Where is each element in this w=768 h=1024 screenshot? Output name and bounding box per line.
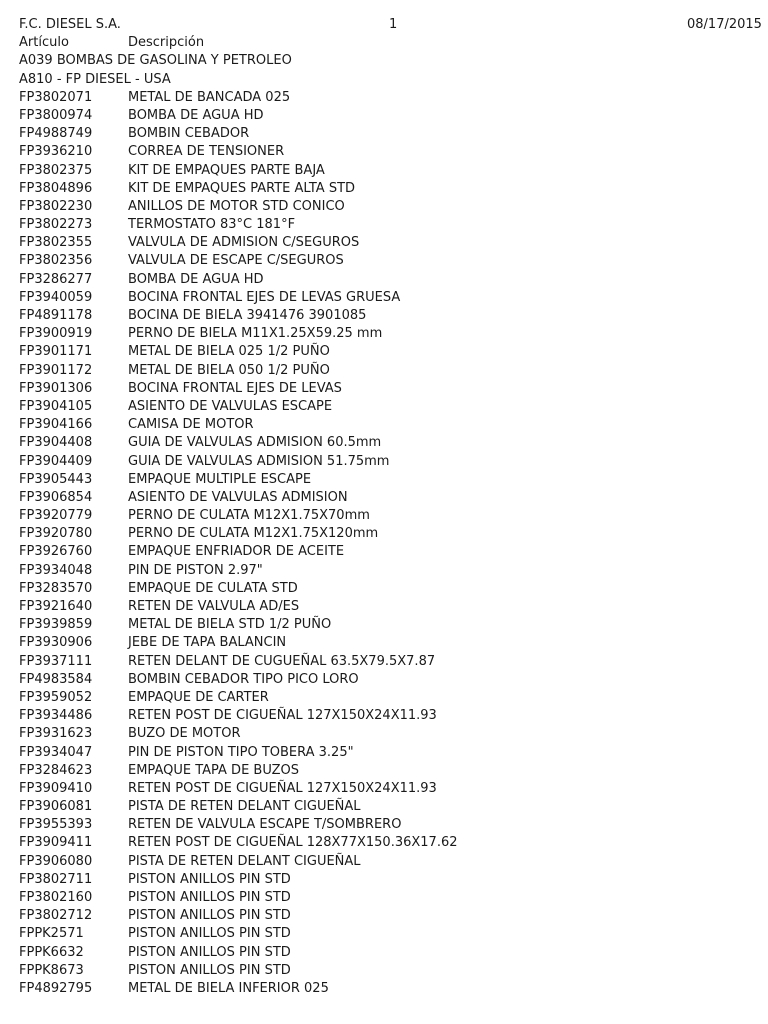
item-code: FP3286277 (19, 271, 93, 287)
item-description: ANILLOS DE MOTOR STD CONICO (128, 198, 345, 214)
list-item (19, 562, 768, 580)
list-item (19, 962, 768, 980)
item-code: FP3802071 (19, 89, 93, 105)
list-item (19, 507, 768, 525)
list-item (19, 816, 768, 834)
list-item (19, 853, 768, 871)
item-description: RETEN POST DE CIGUEÑAL 127X150X24X11.93 (128, 780, 437, 796)
list-item (19, 944, 768, 962)
item-description: VALVULA DE ESCAPE C/SEGUROS (128, 253, 344, 269)
item-code: FP3926760 (19, 544, 93, 560)
list-item (19, 198, 768, 216)
list-item (19, 671, 768, 689)
item-code: FP3802712 (19, 908, 93, 924)
item-code: FPPK6632 (19, 944, 84, 960)
item-code: FP3905443 (19, 471, 93, 487)
item-code: FP3802356 (19, 253, 93, 269)
list-item (19, 980, 768, 998)
item-description: EMPAQUE ENFRIADOR DE ACEITE (128, 544, 345, 560)
item-code: FPPK8673 (19, 962, 84, 978)
item-description: PIN DE PISTON TIPO TOBERA 3.25" (128, 744, 354, 760)
item-description: TERMOSTATO 83°C 181°F (128, 217, 296, 233)
item-description: METAL DE BANCADA 025 (128, 89, 291, 105)
item-code: FP3901306 (19, 380, 93, 396)
list-item (19, 744, 768, 762)
item-code: FP4891178 (19, 308, 93, 323)
item-description: ASIENTO DE VALVULAS ADMISION (128, 489, 348, 505)
list-item (19, 762, 768, 780)
list-item (19, 398, 768, 416)
item-description: PISTON ANILLOS PIN STD (128, 944, 291, 960)
item-code: FP3920779 (19, 508, 93, 524)
list-item (19, 271, 768, 289)
item-code: FP3920780 (19, 526, 93, 542)
item-code: FP4988749 (19, 126, 93, 142)
list-item (19, 689, 768, 707)
item-code: FP3930906 (19, 635, 93, 651)
item-description: PERNO DE BIELA M11X1.25X59.25 mm (128, 326, 383, 342)
list-item (19, 471, 768, 489)
list-item (19, 543, 768, 561)
list-item (19, 653, 768, 671)
item-code: FP3936210 (19, 144, 93, 160)
item-code: FP3804896 (19, 180, 93, 196)
item-code: FP4983584 (19, 671, 93, 687)
item-description: BOMBIN CEBADOR TIPO PICO LORO (128, 671, 359, 687)
list-item (19, 598, 768, 616)
item-code: FP3283570 (19, 580, 93, 596)
page-number: 1 (389, 17, 398, 32)
list-item (19, 180, 768, 198)
item-code: FP3906080 (19, 853, 93, 869)
item-description: VALVULA DE ADMISION C/SEGUROS (128, 235, 360, 251)
item-description: METAL DE BIELA STD 1/2 PUÑO (128, 617, 332, 633)
item-code: FP3937111 (19, 653, 93, 669)
item-code: FP3802160 (19, 890, 93, 905)
list-item (19, 780, 768, 798)
item-code: FP3934048 (19, 562, 93, 578)
item-description: PISTON ANILLOS PIN STD (128, 890, 291, 905)
list-item (19, 453, 768, 471)
list-item (19, 89, 768, 107)
item-code: FP3904166 (19, 417, 93, 433)
item-description: RETEN POST DE CIGUEÑAL 128X77X150.36X17.62 (128, 835, 458, 851)
item-code: FP3939859 (19, 617, 93, 633)
item-code: FP3906854 (19, 489, 93, 505)
item-description: PISTON ANILLOS PIN STD (128, 908, 291, 924)
item-code: FP3904105 (19, 398, 93, 414)
item-code: FP3931623 (19, 726, 93, 742)
item-code: FP3802375 (19, 162, 93, 178)
item-description: METAL DE BIELA INFERIOR 025 (128, 980, 329, 996)
item-description: RETEN DELANT DE CUGUEÑAL 63.5X79.5X7.87 (128, 653, 436, 669)
item-description: CORREA DE TENSIONER (128, 144, 285, 160)
item-description: GUIA DE VALVULAS ADMISION 60.5mm (128, 435, 382, 451)
item-description: KIT DE EMPAQUES PARTE BAJA (128, 162, 325, 178)
item-code: FP3909411 (19, 835, 93, 851)
list-item (19, 107, 768, 125)
item-code: FP3802355 (19, 235, 93, 251)
item-description: EMPAQUE MULTIPLE ESCAPE (128, 471, 312, 487)
item-code: FP3802711 (19, 871, 93, 887)
item-description: BOMBIN CEBADOR (128, 126, 250, 142)
list-item (19, 234, 768, 252)
item-code: FP3800974 (19, 107, 93, 123)
item-description: RETEN DE VALVULA AD/ES (128, 599, 300, 614)
item-code: FP3901171 (19, 344, 93, 360)
item-description: METAL DE BIELA 025 1/2 PUÑO (128, 344, 330, 360)
list-item (19, 125, 768, 143)
item-description: BOCINA FRONTAL EJES DE LEVAS GRUESA (128, 289, 401, 305)
item-description: EMPAQUE DE CARTER (128, 689, 269, 705)
item-description: BUZO DE MOTOR (128, 726, 241, 742)
item-description: EMPAQUE TAPA DE BUZOS (128, 762, 300, 778)
item-description: BOMBA DE AGUA HD (128, 271, 264, 287)
list-item (19, 143, 768, 161)
list-item (19, 489, 768, 507)
list-item (19, 925, 768, 943)
item-code: FP3802230 (19, 198, 93, 214)
subgroup-heading (19, 71, 768, 89)
item-description: RETEN POST DE CIGUEÑAL 127X150X24X11.93 (128, 708, 437, 724)
item-description: PISTON ANILLOS PIN STD (128, 926, 291, 942)
item-description: BOMBA DE AGUA HD (128, 107, 264, 123)
list-item (19, 725, 768, 743)
item-description: KIT DE EMPAQUES PARTE ALTA STD (128, 180, 356, 196)
item-code: FP4892795 (19, 980, 93, 996)
item-description: PERNO DE CULATA M12X1.75X120mm (128, 526, 379, 542)
list-item (19, 380, 768, 398)
list-item (19, 634, 768, 652)
item-code: FP3284623 (19, 762, 93, 778)
item-code: FP3959052 (19, 689, 93, 705)
report-date: 08/17/2015 (687, 17, 762, 32)
item-code: FP3802273 (19, 217, 93, 233)
item-code: FP3940059 (19, 289, 93, 305)
item-description: ASIENTO DE VALVULAS ESCAPE (128, 398, 333, 414)
item-description: PISTON ANILLOS PIN STD (128, 962, 291, 978)
group-heading (19, 52, 768, 70)
item-description: METAL DE BIELA 050 1/2 PUÑO (128, 362, 330, 378)
item-list (19, 89, 768, 998)
item-description: PISTA DE RETEN DELANT CIGUEÑAL (128, 799, 361, 815)
column-headers (19, 34, 768, 52)
item-code: FPPK2571 (19, 926, 84, 942)
list-item (19, 616, 768, 634)
item-description: CAMISA DE MOTOR (128, 417, 254, 433)
list-item (19, 162, 768, 180)
group-label: A039 BOMBAS DE GASOLINA Y PETROLEO (19, 53, 292, 69)
list-item (19, 834, 768, 852)
list-item (19, 362, 768, 380)
item-code: FP3906081 (19, 799, 93, 815)
item-code: FP3901172 (19, 362, 93, 378)
item-description: PISTON ANILLOS PIN STD (128, 871, 291, 887)
list-item (19, 434, 768, 452)
item-code: FP3934486 (19, 708, 93, 724)
list-item (19, 580, 768, 598)
item-description: BOCINA FRONTAL EJES DE LEVAS (128, 380, 342, 396)
item-code: FP3904409 (19, 453, 93, 469)
report-header (19, 16, 768, 34)
item-description: RETEN DE VALVULA ESCAPE T/SOMBRERO (128, 817, 402, 833)
item-description: PIN DE PISTON 2.97" (128, 562, 263, 578)
list-item (19, 307, 768, 325)
item-code: FP3934047 (19, 744, 93, 760)
list-item (19, 289, 768, 307)
item-code: FP3900919 (19, 326, 93, 342)
item-description: PISTA DE RETEN DELANT CIGUEÑAL (128, 853, 361, 869)
item-description: JEBE DE TAPA BALANCIN (128, 635, 287, 651)
list-item (19, 707, 768, 725)
item-description: GUIA DE VALVULAS ADMISION 51.75mm (128, 453, 390, 469)
list-item (19, 252, 768, 270)
item-description: BOCINA DE BIELA 3941476 3901085 (128, 308, 367, 323)
list-item (19, 871, 768, 889)
list-item (19, 907, 768, 925)
report-page (19, 16, 768, 998)
item-description: EMPAQUE DE CULATA STD (128, 580, 298, 596)
subgroup-label: A810 - FP DIESEL - USA (19, 71, 171, 87)
list-item (19, 525, 768, 543)
item-description: PERNO DE CULATA M12X1.75X70mm (128, 508, 370, 524)
item-code: FP3909410 (19, 780, 93, 796)
list-item (19, 216, 768, 234)
list-item (19, 416, 768, 434)
list-item (19, 343, 768, 361)
column-header-article: Artículo (19, 35, 69, 51)
list-item (19, 325, 768, 343)
list-item (19, 889, 768, 907)
item-code: FP3921640 (19, 599, 93, 614)
item-code: FP3904408 (19, 435, 93, 451)
company-name: F.C. DIESEL S.A. (19, 17, 121, 32)
item-code: FP3955393 (19, 817, 93, 833)
list-item (19, 798, 768, 816)
column-header-description: Descripción (128, 35, 205, 51)
